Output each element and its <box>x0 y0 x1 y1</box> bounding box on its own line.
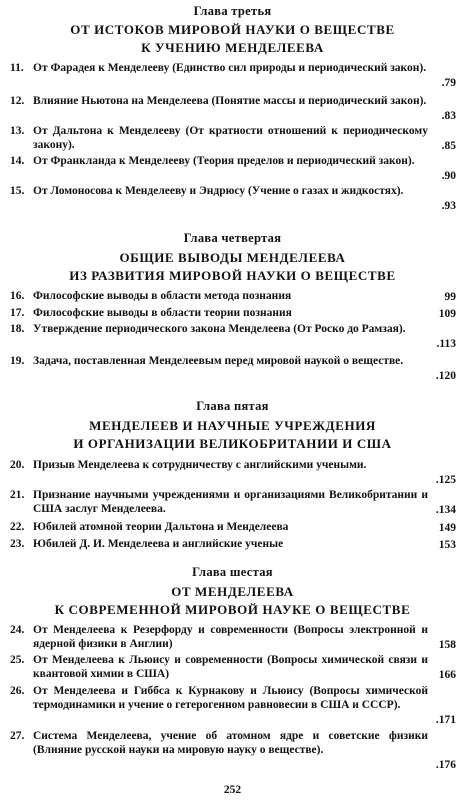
entry-title: Призыв Менделеева к сотрудничеству с английскими учеными. <box>33 459 367 471</box>
chapter-3-title-line-2: К УЧЕНИЮ МЕНДЕЛЕЕВА <box>141 40 324 55</box>
entry-page: 166 <box>438 668 456 681</box>
entry-title: Юбилей Д. И. Менделеева и английские ученые <box>33 538 284 550</box>
toc-entry-12[interactable] <box>10 95 456 123</box>
toc-entry-18[interactable] <box>10 323 456 351</box>
toc-entry-19[interactable] <box>10 355 456 383</box>
entry-number: 12. <box>10 95 25 107</box>
entry-number: 13. <box>10 125 25 137</box>
entry-title: Признание научными учреждениями и организациями Великобритании и США заслуг Менделеева. <box>33 489 428 515</box>
entry-title: От Менделеева и Гиббса к Курнакову и Льюису (Вопросы химической термодинамики и учение о гетерогенном равновесии в США и СССР). <box>33 685 428 711</box>
entry-number: 14. <box>10 155 25 167</box>
entry-number: 24. <box>10 624 25 636</box>
toc-entry-16[interactable] <box>10 290 456 304</box>
entry-title: От Ломоносова к Менделееву и Эндрюсу (Учение о газах и жидкостях). <box>33 185 404 197</box>
chapter-4-heading: Глава четвертая <box>183 231 282 245</box>
toc-entry-17[interactable] <box>10 307 456 321</box>
toc-entry-27[interactable] <box>10 730 456 772</box>
entry-title: Философские выводы в области метода познания <box>33 290 292 302</box>
chapter-5-heading: Глава пятая <box>196 399 269 413</box>
entry-number: 18. <box>10 323 25 335</box>
entry-title: Влияние Ньютона на Менделеева (Понятие массы и периодический закон). <box>33 95 427 107</box>
toc-entry-13[interactable] <box>10 125 456 153</box>
entry-page: 158 <box>438 638 456 651</box>
entry-page: .125 <box>435 473 456 486</box>
entry-page: 109 <box>438 307 456 320</box>
entry-page: 153 <box>438 538 456 551</box>
toc-entry-24[interactable] <box>10 624 456 652</box>
entry-page: .134 <box>435 503 456 516</box>
entry-title: Юбилей атомной теории Дальтона и Менделеева <box>33 521 289 533</box>
entry-title: От Фарадея к Менделееву (Единство сил природы и периодический закон). <box>33 62 427 74</box>
toc-entry-23[interactable] <box>10 538 456 552</box>
chapter-6-heading: Глава шестая <box>192 565 273 579</box>
toc-entry-11[interactable] <box>10 62 456 90</box>
toc-entry-21[interactable] <box>10 489 456 517</box>
chapter-5-title-line-2: И ОРГАНИЗАЦИИ ВЕЛИКОБРИТАНИИ И США <box>73 436 392 451</box>
entry-number: 20. <box>10 459 25 471</box>
chapter-4-title-line-1: ОБЩИЕ ВЫВОДЫ МЕНДЕЛЕЕВА <box>119 250 346 265</box>
entry-page: .85 <box>441 139 456 152</box>
entry-page: .176 <box>435 758 456 771</box>
entry-title: Утверждение периодического закона Менделеева (От Роско до Рамзая). <box>33 323 406 335</box>
chapter-6-title-line-1: ОТ МЕНДЕЛЕЕВА <box>171 584 294 599</box>
entry-number: 19. <box>10 355 25 367</box>
toc-entry-25[interactable] <box>10 654 456 682</box>
entry-page: .120 <box>435 369 456 382</box>
toc-entry-14[interactable] <box>10 155 456 183</box>
entry-number: 26. <box>10 685 25 697</box>
entry-page: .90 <box>441 169 456 182</box>
entry-title: Система Менделеева, учение об атомном ядре и советские физики (Влияние русской науки на мировую науку о веществе). <box>33 730 428 756</box>
entry-page: .83 <box>441 109 456 122</box>
entry-number: 23. <box>10 538 25 550</box>
entry-number: 25. <box>10 654 25 666</box>
chapter-5-title-line-1: МЕНДЕЛЕЕВ И НАУЧНЫЕ УЧРЕЖДЕНИЯ <box>89 418 376 433</box>
toc-entry-20[interactable] <box>10 459 456 487</box>
entry-number: 11. <box>10 62 24 74</box>
entry-number: 16. <box>10 290 25 302</box>
entry-title: От Дальтона к Менделееву (От кратности отношений к периодическому закону). <box>33 125 428 151</box>
entry-title: Философские выводы в области теории познания <box>33 307 292 319</box>
page-number: 252 <box>223 784 242 796</box>
toc-entry-26[interactable] <box>10 685 456 727</box>
chapter-3-heading: Глава третья <box>193 4 272 18</box>
entry-title: От Франкланда к Менделееву (Теория пределов и периодический закон). <box>33 155 415 167</box>
entry-number: 17. <box>10 307 25 319</box>
entry-title: Задача, поставленная Менделеевым перед мировой наукой о веществе. <box>33 355 404 367</box>
entry-title: От Менделеева к Резерфорду и современности (Вопросы электронной и ядерной физики в Англии) <box>33 624 428 650</box>
toc-entry-15[interactable] <box>10 185 456 213</box>
chapter-4-title-line-2: ИЗ РАЗВИТИЯ МИРОВОЙ НАУКИ О ВЕЩЕСТВЕ <box>69 268 396 283</box>
entry-number: 27. <box>10 730 25 742</box>
entry-page: .113 <box>436 337 456 350</box>
entry-page: .93 <box>441 199 456 212</box>
chapter-3-title-line-1: ОТ ИСТОКОВ МИРОВОЙ НАУКИ О ВЕЩЕСТВЕ <box>70 22 395 37</box>
entry-number: 22. <box>10 521 25 533</box>
entry-page: .79 <box>441 76 456 89</box>
chapter-6-title-line-2: К СОВРЕМЕННОЙ МИРОВОЙ НАУКЕ О ВЕЩЕСТВЕ <box>54 602 411 617</box>
entry-number: 21. <box>10 489 25 501</box>
entry-page: 149 <box>438 521 456 534</box>
entry-title: От Менделеева к Льюису и современности (Вопросы химической связи и квантовой химии в США) <box>33 654 428 680</box>
entry-number: 15. <box>10 185 25 197</box>
toc-entry-22[interactable] <box>10 521 456 535</box>
entry-page: 99 <box>444 290 456 303</box>
entry-page: .171 <box>435 713 456 726</box>
